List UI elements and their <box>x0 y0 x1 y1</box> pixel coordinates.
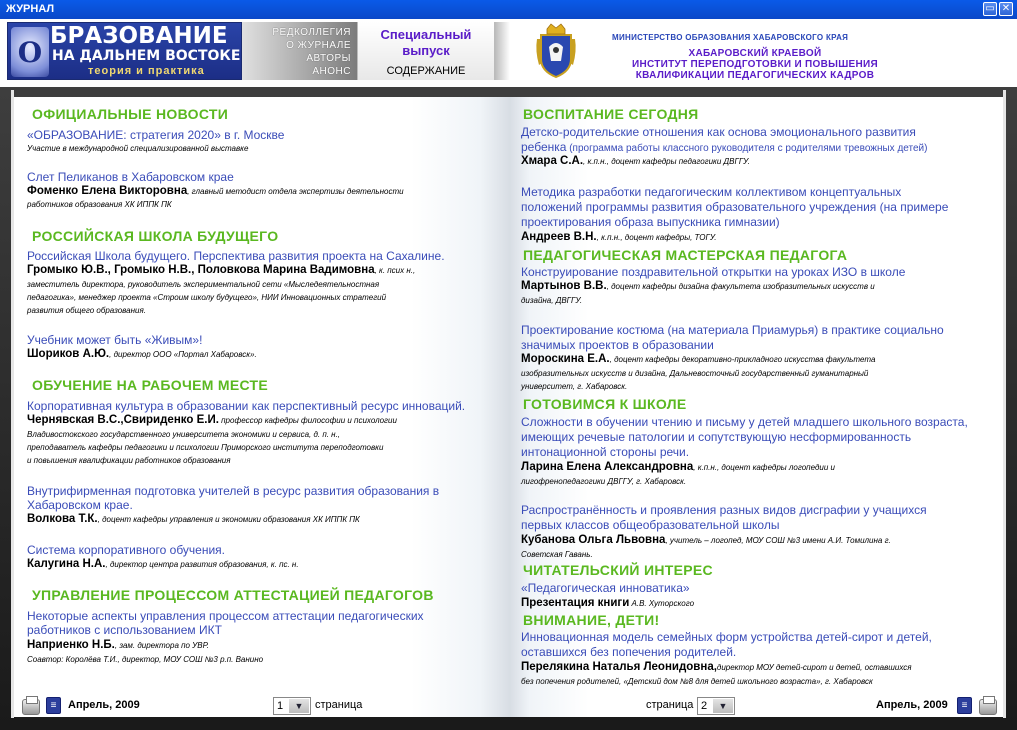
author-info: директор МОУ детей-сирот и детей, оставшихся <box>716 663 912 672</box>
logo-title-line1: БРАЗОВАНИЕ <box>50 23 228 49</box>
header-separator <box>495 22 510 80</box>
right-page-edge <box>1003 90 1006 718</box>
page-selector[interactable] <box>697 697 735 715</box>
chevron-down-icon[interactable]: ▼ <box>289 699 309 713</box>
window-title: ЖУРНАЛ <box>6 3 55 15</box>
minimize-button[interactable]: ▭ <box>983 2 997 16</box>
page-selector[interactable] <box>273 697 311 715</box>
author-info-line: лигофренопедагогики ДВГГУ, г. Хабаровск. <box>521 477 687 486</box>
printer-icon[interactable] <box>979 699 997 715</box>
author-name: Калугина Н.А. <box>27 558 106 570</box>
article-title: положений программы развития образовательного учреждения <box>521 200 877 214</box>
logo-title-line2: НА ДАЛЬНЕМ ВОСТОКЕ <box>52 48 241 64</box>
page-number: 1 <box>277 700 284 712</box>
author-name: Ларина Елена Александровна <box>521 461 694 473</box>
author-name: Чернявская В.С.,Свириденко Е.И. <box>27 414 219 426</box>
author-name: Кубанова Ольга Львовна <box>521 534 666 546</box>
author-info: , учитель – логопед, МОУ СОШ №3 имени А.И. Томилина г. <box>665 536 891 545</box>
document-icon[interactable]: ≡ <box>957 697 972 714</box>
author-info-line: Владивостокского государственного университета экономики и сервиса, д. п. н., <box>27 430 341 439</box>
author-info-line: без попечения родителей, «Детский дом №8 для детей школьного возраста», г. Хабаровск <box>521 677 873 686</box>
author-info-line: и повышения квалификации работников образования <box>27 456 231 465</box>
section-heading: РОССИЙСКАЯ ШКОЛА БУДУЩЕГО <box>32 228 279 244</box>
institute-line2: ИНСТИТУТ ПЕРЕПОДГОТОВКИ И ПОВЫШЕНИЯ <box>631 59 879 70</box>
issue-date: Апрель, 2009 <box>876 699 948 711</box>
article-link[interactable]: Проектирование костюма (на материала Приамурья) в практике социально <box>521 323 944 337</box>
author-info-line: Соавтор: Королёва Т.И., директор, МОУ СОШ №3 р.п. Ванино <box>27 655 264 664</box>
author-info: , директор ООО «Портал Хабаровск». <box>109 350 257 359</box>
article-author <box>521 353 875 366</box>
institute-line1: ХАБАРОВСКИЙ КРАЕВОЙ <box>688 48 822 59</box>
article-link[interactable]: первых классов общеобразовательной школы <box>521 518 780 532</box>
author-info: , директор центра развития образования, к. пс. н. <box>105 560 299 569</box>
author-info-line: изобразительных искусств и дизайна, Дальневосточный государственный гуманитарный <box>521 369 869 378</box>
section-heading: УПРАВЛЕНИЕ ПРОЦЕССОМ АТТЕСТАЦИЕЙ ПЕДАГОГОВ <box>32 587 434 603</box>
author-info-line: университет, г. Хабаровск. <box>521 382 628 391</box>
article-link[interactable]: значимых проектов в образовании <box>521 338 714 352</box>
ministry-label: МИНИСТЕРСТВО ОБРАЗОВАНИЯ ХАБАРОВСКОГО КРАЯ <box>612 33 849 42</box>
section-heading: ЧИТАТЕЛЬСКИЙ ИНТЕРЕС <box>523 562 713 578</box>
document-icon[interactable]: ≡ <box>46 697 61 714</box>
section-heading: ОФИЦИАЛЬНЫЕ НОВОСТИ <box>32 106 229 122</box>
chevron-down-icon[interactable]: ▼ <box>713 699 733 713</box>
article-author <box>27 513 360 526</box>
khabarovsk-crest-icon <box>533 21 579 79</box>
section-heading: ОБУЧЕНИЕ НА РАБОЧЕМ МЕСТЕ <box>32 377 269 393</box>
special-issue-block[interactable] <box>357 22 495 80</box>
article-author <box>27 639 209 652</box>
article-author <box>27 264 415 277</box>
article-author <box>521 597 694 610</box>
author-info-line: развития общего образования. <box>27 306 146 315</box>
logo-emblem-icon: О <box>11 27 49 77</box>
author-name: Перелякина Наталья Леонидовна, <box>521 661 717 673</box>
article-link[interactable]: Учебник может быть «Живым»! <box>27 333 203 347</box>
author-info: , к. псих н., <box>374 266 416 275</box>
article-link[interactable]: Детско-родительские отношения как основа эмоционального развития <box>521 125 916 139</box>
window-titlebar <box>0 0 1017 19</box>
article-link[interactable]: Корпоративная культура в образовании как перспективный ресурс инноваций. <box>27 399 466 413</box>
article-link[interactable]: работников с использованием ИКТ <box>27 623 222 637</box>
issue-date: Апрель, 2009 <box>68 699 140 711</box>
article-author <box>521 280 875 293</box>
page-label: страница <box>646 699 694 711</box>
right-page-footer <box>510 694 1003 718</box>
article-link[interactable]: Распространённость и проявления разных видов дисграфии у учащихся <box>521 503 927 517</box>
author-name: Волкова Т.К. <box>27 513 98 525</box>
author-name: Хмара С.А. <box>521 155 584 167</box>
article-link[interactable]: «Педагогическая инноватика» <box>521 581 690 595</box>
author-info: профессор кафедры философии и психологии <box>218 416 397 425</box>
logo-subtitle: теория и практика <box>88 65 205 77</box>
author-name: Презентация книги <box>521 597 630 609</box>
section-heading: ВНИМАНИЕ, ДЕТИ! <box>523 612 660 628</box>
window-controls <box>983 2 1013 16</box>
left-page-footer <box>14 694 510 718</box>
article-link[interactable] <box>521 140 927 156</box>
article-link[interactable]: Система корпоративного обучения. <box>27 543 226 557</box>
article-link[interactable]: Конструирование поздравительной открытки на уроках ИЗО в школе <box>521 265 906 279</box>
author-info: , зам. директора по УВР. <box>114 641 209 650</box>
article-link[interactable]: Российская Школа будущего. Перспектива развития проекта на Сахалине. <box>27 249 445 263</box>
author-name: Мартынов В.В. <box>521 280 607 292</box>
journal-header <box>0 19 1017 87</box>
author-name: Андреев В.Н. <box>521 231 597 243</box>
article-author <box>27 348 257 361</box>
contents-link[interactable]: СОДЕРЖАНИЕ <box>386 65 466 77</box>
close-button[interactable]: ✕ <box>999 2 1013 16</box>
article-link[interactable]: интонационной стороны речи. <box>521 445 690 459</box>
printer-icon[interactable] <box>22 699 40 715</box>
article-link[interactable]: Сложности в обучении чтению и письму у детей младшего школьного возраста, <box>521 415 968 429</box>
author-info: , главный методист отдела экспертизы деятельности <box>187 187 404 196</box>
article-link[interactable]: Методика разработки педагогическим коллективом концептуальных <box>521 185 902 199</box>
article-link[interactable]: Некоторые аспекты управления процессом аттестации педагогических <box>27 609 424 623</box>
author-info-line: работников образования ХК ИППК ПК <box>27 200 172 209</box>
article-link[interactable]: имеющих речевые патологии и сопутствующую несформированность <box>521 430 912 444</box>
article-author <box>521 534 891 547</box>
article-subtitle: (программа работы классного руководителя с родителями тревожных детей) <box>566 143 928 154</box>
article-link[interactable]: Хабаровском крае. <box>27 498 133 512</box>
article-author <box>27 185 404 198</box>
article-author <box>27 414 397 427</box>
menu-item-about[interactable]: О ЖУРНАЛЕ <box>286 40 351 51</box>
article-link[interactable]: Слет Пеликанов в Хабаровском крае <box>27 170 234 184</box>
author-info: , доцент кафедры управления и экономики образования ХК ИППК ПК <box>97 515 360 524</box>
author-info-line: заместитель директора, руководитель экспериментальной сети «Мыследеятельностная <box>27 280 380 289</box>
article-link[interactable] <box>521 200 948 215</box>
page-number: 2 <box>701 700 708 712</box>
article-link[interactable]: оставшихся без попечения родителей. <box>521 645 737 659</box>
article-link[interactable]: Инновационная модель семейных форм устройства детей-сирот и детей, <box>521 630 932 644</box>
author-name: Громыко Ю.В., Громыко Н.В., Половкова Марина Вадимовна <box>27 264 375 276</box>
article-link[interactable]: «ОБРАЗОВАНИЕ: стратегия 2020» в г. Москве <box>27 128 285 142</box>
article-link[interactable]: Внутрифирменная подготовка учителей в ресурс развития образования в <box>27 484 440 498</box>
special-issue-line2: выпуск <box>402 43 450 58</box>
menu-item-editorial-board[interactable]: РЕДКОЛЛЕГИЯ <box>272 27 351 38</box>
author-info: , к.п.н., доцент кафедры, ТОГУ. <box>596 233 717 242</box>
author-name: Шориков А.Ю. <box>27 348 110 360</box>
header-menu <box>242 22 357 80</box>
article-author <box>521 661 912 674</box>
author-info: , доцент кафедры декоративно-прикладного искусства факультета <box>609 355 876 364</box>
author-info: А.В. Хуторского <box>629 599 695 608</box>
article-description: Участие в международной специализированной выставке <box>27 144 249 153</box>
author-info-line: дизайна, ДВГГУ. <box>521 296 583 305</box>
section-heading: ВОСПИТАНИЕ СЕГОДНЯ <box>523 106 699 122</box>
article-subtitle: (на примере <box>876 200 949 214</box>
article-link[interactable]: проектирования образа выпускника гимназии) <box>521 215 780 229</box>
article-author <box>521 461 835 474</box>
article-author <box>521 155 750 168</box>
right-page <box>510 97 1003 717</box>
author-info-line: педагогика», менеджер проекта «Строим школу будущего», НИИ Инновационных стратегий <box>27 293 387 302</box>
author-info: , к.п.н., доцент кафедры логопедии и <box>693 463 835 472</box>
article-title: ребенка <box>521 140 567 154</box>
author-name: Мороскина Е.А. <box>521 353 610 365</box>
article-author <box>27 558 299 571</box>
section-heading: ПЕДАГОГИЧЕСКАЯ МАСТЕРСКАЯ ПЕДАГОГА <box>523 247 848 263</box>
journal-logo[interactable] <box>7 22 242 80</box>
section-heading: ГОТОВИМСЯ К ШКОЛЕ <box>523 396 687 412</box>
special-issue-line1: Специальный <box>380 27 472 42</box>
page-label: страница <box>315 699 363 711</box>
menu-item-announce[interactable]: АНОНС <box>312 66 351 77</box>
article-author <box>521 231 717 244</box>
institute-line3: КВАЛИФИКАЦИИ ПЕДАГОГИЧЕСКИХ КАДРОВ <box>635 70 875 81</box>
author-info-line: преподаватель кафедры педагогики и психологии Приморского института переподготовки <box>27 443 384 452</box>
author-name: Наприенко Н.Б. <box>27 639 115 651</box>
author-info: , к.п.н., доцент кафедры педагогики ДВГГУ. <box>583 157 750 166</box>
author-info-line: Советская Гавань. <box>521 550 593 559</box>
left-page <box>14 97 510 717</box>
menu-item-authors[interactable]: АВТОРЫ <box>306 53 351 64</box>
author-info: , доцент кафедры дизайна факультета изобразительных искусств и <box>606 282 875 291</box>
author-name: Фоменко Елена Викторовна <box>27 185 188 197</box>
